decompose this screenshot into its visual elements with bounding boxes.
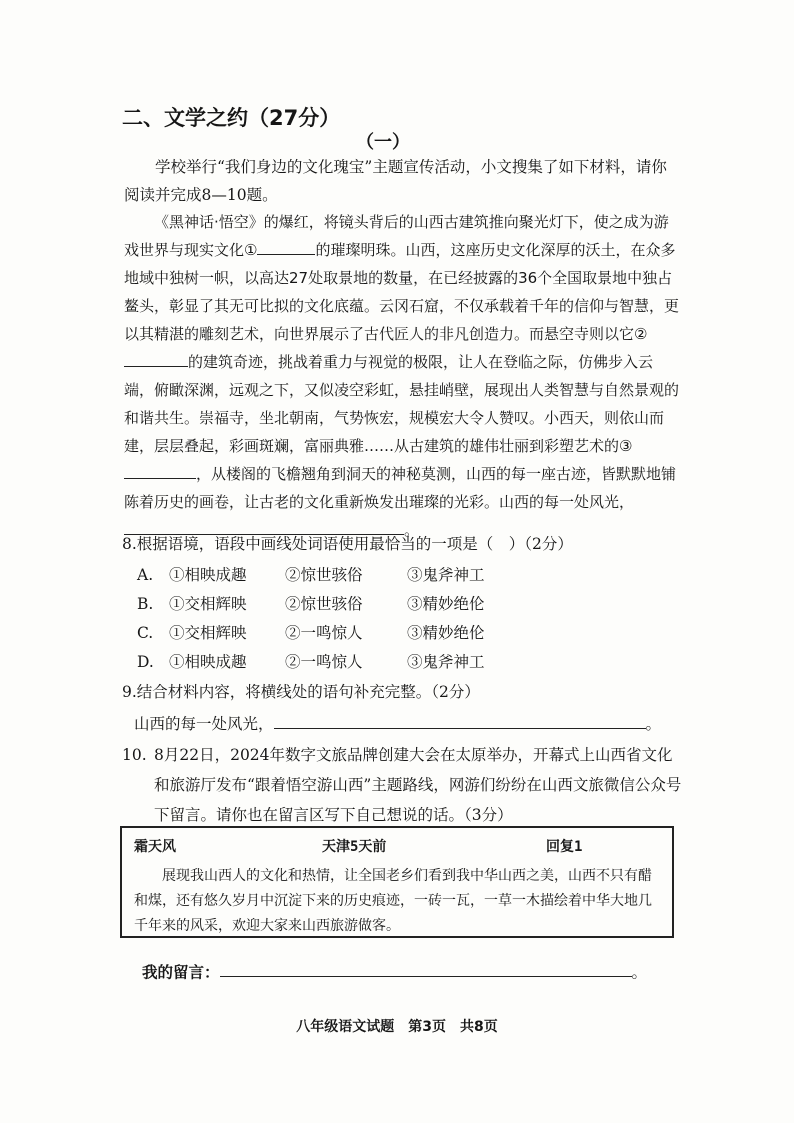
my-comment-blank[interactable] [220,960,632,977]
option-choice-2: ②一鸣惊人 [285,624,363,642]
comment-text: 展现我山西人的文化和热情，让全国老乡们看到我中华山西之美，山西不只有醋和煤，还有悠久岁月中沉淀下来的历史痕迹，一砖一瓦，一草一木描绘着中华大地几千年来的风采，欢迎大家来山西旅游做客。 [134,868,652,934]
blank-1[interactable] [257,238,315,255]
option-choice-2: ②惊世骇俗 [285,595,363,613]
question-9-answer-line [134,710,674,738]
option-key: D. [137,653,154,671]
q9-answer-prefix: 山西的每一处风光， [134,715,274,733]
q8-option-b[interactable] [137,590,485,618]
passage-part-3: 的建筑奇迹，挑战着重力与视觉的极限，让人在登临之际，仿佛步入云端，俯瞰深渊，远观之下，又似凌空彩虹，悬挂峭壁，展现出人类智慧与自然景观的和谐共生。崇福寺，坐北朝南，气势恢宏，规模宏大令人赞叹。小西天，则依山而建，层层叠起，彩画斑斓，富丽典雅……从古建筑的雄伟壮丽到彩塑艺术的 [124,353,680,455]
my-comment-line [142,960,662,984]
sub-title: （一） [356,132,410,153]
comment-reply-count[interactable]: 回复1 [546,839,583,855]
sample-comment-box [120,826,674,938]
option-choice-2: ②惊世骇俗 [285,566,363,584]
question-10-number: 10. [122,746,147,764]
blank-3-marker: ③ [619,437,633,455]
question-10 [122,740,682,830]
intro-paragraph: 学校举行“我们身边的文化瑰宝”主题宣传活动，小文搜集了如下材料，请你阅读并完成8—10题。 [124,158,667,204]
q8-option-a[interactable] [137,561,485,589]
my-comment-label: 我的留言： [142,962,220,982]
blank-3[interactable] [124,462,196,479]
question-9-stem: 9.结合材料内容，将横线处的语句补充完整。（2分） [122,683,480,701]
option-choice-2: ②一鸣惊人 [285,653,363,671]
option-choice-1: ①交相辉映 [169,595,247,613]
q8-option-c[interactable] [137,619,485,647]
passage-part-4: ，从楼阁的飞檐翘角到洞天的神秘莫测，山西的每一座古迹，皆默默地铺陈着历史的画卷，让古老的文化重新焕发出璀璨的光彩。山西的每一处风光， [124,465,677,511]
passage-part-2: 的璀璨明珠。山西，这座历史文化深厚的沃土，在众多地域中独树一帜，以高达27处取景地的数量，在已经披露的36个全国取景地中独占鳌头，彰显了其无可比拟的文化底蕴。云冈石窟，不仅承载着千年的信仰与智慧，更以其精湛的雕刻艺术，向世界展示了古代匠人的非凡创造力。而悬空寺则以它 [124,241,680,343]
option-choice-1: ①交相辉映 [169,624,247,642]
option-key: C. [137,624,154,642]
comment-location-time: 天津5天前 [322,839,387,855]
my-comment-end: 。 [631,963,648,982]
option-choice-3: ③精妙绝伦 [407,595,485,613]
blank-2[interactable] [124,350,188,367]
section-title: 二、文学之约（27分） [122,106,341,130]
question-10-stem: 8月22日，2024年数字文旅品牌创建大会在太原举办，开幕式上山西省文化和旅游厅发布“跟着悟空游山西”主题路线，网游们纷纷在山西文旅微信公众号下留言。请你也在留言区写下自己想说的话。（3分） [154,746,682,824]
q8-option-d[interactable] [137,648,485,676]
blank-2-marker: ② [634,325,648,343]
passage-part-1: 《黑神话·悟空》的爆红，将镜头背后的山西古建筑推向聚光灯下，使之成为游戏世界与现实文化 [124,213,669,259]
option-choice-1: ①相映成趣 [169,653,247,671]
option-choice-3: ③鬼斧神工 [407,653,485,671]
option-choice-3: ③鬼斧神工 [407,566,485,584]
comment-username: 霜天风 [134,839,176,855]
option-choice-1: ①相映成趣 [169,566,247,584]
option-choice-3: ③精妙绝伦 [407,624,485,642]
option-key: A. [137,566,154,584]
question-8-stem: 8.根据语境，语段中画线处词语使用最恰当的一项是（ ）（2分） [122,535,573,553]
passage-end: 。 [404,521,420,539]
q9-answer-end: 。 [645,715,662,733]
blank-1-marker: ① [244,241,258,259]
option-key: B. [137,595,154,613]
q9-answer-blank[interactable] [274,712,646,729]
passage-paragraph [124,208,680,544]
page-footer: 八年级语文试题 第3页 共8页 [296,1019,498,1035]
